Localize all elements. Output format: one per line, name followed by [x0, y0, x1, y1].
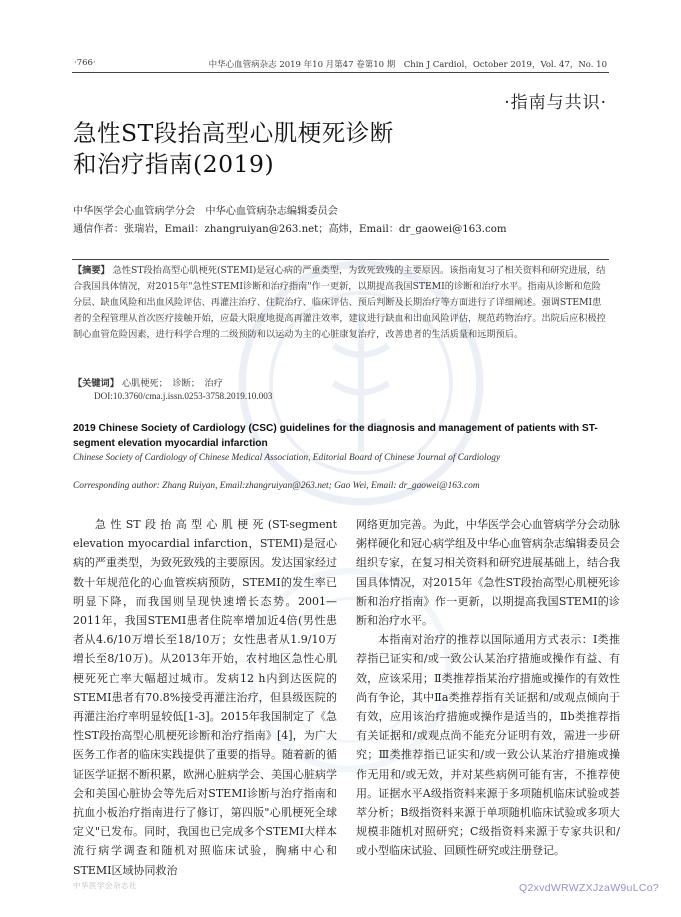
article-title-line-1: 急性ST段抬高型心肌梗死诊断 [73, 119, 394, 147]
body-paragraph-1: 急性ST段抬高型心肌梗死(ST-segment elevation myocardial infarction，STEMI)是冠心病的严重类型，为致死致残的主要原因。发达国家经过数十年规范化的心血管疾病预防，STEMI的发生率已明显下降，而我国则呈现快速增长态势。2001—2011年，我国STEMI患者住院率增加近4倍(男性患者从4.6/10万增长至18/10万；女性患者从1.9/10万增长至8/10万)。从2013年开始，农村地区急性心肌梗死死亡率大幅超过城市。发病12 h内到达医院的STEMI患者有70.8%接受再灌注治疗，但县级医院的再灌注治疗率明显较低[1-3]。2015年我国制定了《急性ST段抬高型心肌梗死诊断和治疗指南》[4]，为广大医务工作者的临床实践提供了重要的指导。随着新的循证医学证据不断积累，欧洲心脏病学会、美国心脏病学会和美国心脏协会等先后对STEMI诊断与治疗指南和抗血小板治疗指南进行了修订，第四版"心肌梗死全球定义"已发布。同时，我国也已完成多个STEMI大样本流行病学调查和随机对照临床试验，胸痛中心和STEMI区域协同救治 [73, 518, 337, 877]
english-authors: Chinese Society of Cardiology of Chinese Medical Association, Editorial Board of Chinese Journal of Cardiology [73, 453, 501, 463]
abstract [73, 263, 609, 343]
body-column-right [356, 515, 620, 861]
english-title: 2019 Chinese Society of Cardiology (CSC) guidelines for the diagnosis and management of patients with ST-segment elevation myocardial infarction [73, 423, 598, 449]
keywords-label: 【关键词】 [73, 378, 119, 389]
publisher-logo-text: 中华医学会杂志社 [73, 881, 137, 890]
page-number: ·766· [74, 58, 96, 68]
body-paragraph-1-continued: 网络更加完善。为此，中华医学会心血管病学分会动脉粥样硬化和冠心病学组及中华心血管病杂志编辑委员会组织专家，在复习相关资料和研究进展基础上，结合我国具体情况，对2015年《急性ST段抬高型心肌梗死诊断和治疗指南》作一更新，以期提高我国STEMI的诊断和治疗水平。 [356, 518, 620, 628]
watermark-text: Q2xvdWRWZXJzaW9uLCo? [518, 882, 659, 894]
doi: DOI:10.3760/cma.j.issn.0253-3758.2019.10.003 [94, 391, 273, 401]
english-corresponding-author: Corresponding author: Zhang Ruiyan, Email:zhangruiyan@263.net; Gao Wei, Email: dr_gaowei@163.com [73, 481, 480, 491]
article-title [73, 118, 394, 180]
abstract-text: 急性ST段抬高型心肌梗死(STEMI)是冠心病的严重类型，为致死致残的主要原因。该指南复习了相关资料和研究进展，结合我国具体情况，对2015年"急性STEMI诊断和治疗指南"作一更新，以期提高我国STEMI的诊断和治疗水平。指南从诊断和危险分层、缺血风险和出血风险评估、再灌注治疗、住院治疗、临床评估、预后判断及长期治疗等方面进行了详细阐述。强调STEMI患者的全程管理从首次医疗接触开始，应最大限度地提高再灌注效率，建议进行缺血和出血风险评估，规范药物治疗。出院后应积极控制心血管危险因素，进行科学合理的二级预防和以运动为主的心脏康复治疗，改善患者的生活质量和远期预后。 [73, 265, 606, 340]
keywords-text: 心肌梗死； 诊断； 治疗 [121, 378, 223, 389]
corresponding-author: 通信作者：张瑞岩，Email：zhangruiyan@263.net；高炜，Email：dr_gaowei@163.com [73, 224, 507, 235]
author-list: 中华医学会心血管病学分会 中华心血管病杂志编辑委员会 [73, 206, 338, 217]
article-title-line-2: 和治疗指南(2019) [73, 150, 275, 178]
body-column-left [73, 515, 337, 880]
body-paragraph-2: 本指南对治疗的推荐以国际通用方式表示：Ⅰ类推荐指已证实和/或一致公认某治疗措施或操作有益、有效，应该采用；Ⅱ类推荐指某治疗措施或操作的有效性尚有争论，其中Ⅱa类推荐指有关证据和/或观点倾向于有效，应用该治疗措施或操作是适当的，Ⅱb类推荐指有关证据和/或观点尚不能充分证明有效，需进一步研究；Ⅲ类推荐指已证实和/或一致公认某治疗措施或操作无用和/或无效，并对某些病例可能有害，不推荐使用。证据水平A级指资料来源于多项随机临床试验或荟萃分析；B级指资料来源于单项随机临床试验或多项大规模非随机对照研究；C级指资料来源于专家共识和/或小型临床试验、回顾性研究或注册登记。 [356, 633, 620, 858]
abstract-divider [72, 259, 609, 260]
abstract-label: 【摘要】 [73, 265, 110, 276]
section-label: ·指南与共识· [504, 93, 607, 113]
header-divider [72, 72, 609, 73]
keywords [73, 375, 223, 389]
journal-running-header: 中华心血管病杂志 2019 年10 月第47 卷第10 期 Chin J Cardiol，October 2019，Vol. 47，No. 10 [208, 60, 607, 70]
